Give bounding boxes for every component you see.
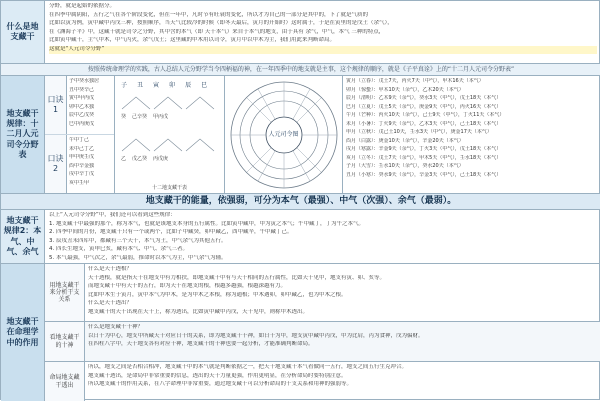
branch-header: 辰 [185, 82, 192, 89]
month-item: 子月（大雪）：壬水10天（余气），癸水20天（本气） [346, 163, 464, 169]
month-list [343, 76, 600, 193]
kou-label: 口诀2 [45, 135, 67, 193]
kou-line: 卯中乙木独 [69, 103, 95, 110]
kou-label: 口诀1 [45, 76, 67, 134]
text-line: 在《渊海子平》中，这藏干就是司令之分野，其中含的本气（即 天干本气）来自于本气的地支，由于具有 余气，中气，本气 三种的特点， [49, 28, 385, 35]
branch-value: 丙戊庚 [153, 156, 169, 162]
text-line: 什么是天干透根？ [88, 266, 133, 272]
text-line: 3. 辰戌丑未四库中，都藏有三个天干，本气为土，中气余气为其他五行。 [49, 237, 227, 244]
branch-value: 戊乙癸 [132, 156, 148, 162]
branch-header: 丑 [137, 82, 144, 89]
sub-label: 看地支藏干的十神 [45, 322, 85, 361]
section-qi-levels [1, 209, 600, 263]
section-content [45, 210, 600, 263]
kou-line: 未中己丁乙 [69, 145, 95, 152]
text-line: 所以地支藏干的作用关系，在八字命理中非常重要，通过地支藏干可以分析命局的干支关系和用神的强弱等。 [88, 381, 353, 387]
kou-line: 午中丁己 [69, 137, 90, 143]
branch-header: 子 [121, 82, 128, 89]
kou-line: 丑中癸辛己 [69, 86, 95, 93]
section-label: 地支藏干规律：十二月人元司令分野表 [1, 76, 45, 193]
section-content [45, 1, 600, 63]
text-line: 所以，地支之间是否相合相冲，地支藏干中的本气就是判断依据之一，把天干地支藏干本气看做同一五行，地支之间五行生克冲合。 [88, 364, 408, 370]
month-item: 未月（小暑）：丁火9天（余气），乙木3天（中气），己土18天（本气） [346, 120, 502, 127]
kou-line: 寅中甲丙戊 [69, 95, 95, 101]
sub-block [45, 264, 600, 322]
section-label: 地支藏干在命理学中的作用 [1, 264, 45, 401]
section-what-is [1, 1, 600, 63]
section-distribution [1, 75, 600, 193]
text-line: 以上“人元司令分野”中，我们还可以看到这些规律： [49, 212, 176, 218]
text-line: 以日干为中心，地支中所藏天干对应日干的关系，即为地支藏干十神，如日干为甲，地支寅中藏甲丙戊，甲为比肩，丙为食神，戊为偏财。 [88, 332, 424, 339]
kou-line: 辰中乙戊癸 [69, 112, 95, 118]
strength-banner: 地支藏干的能量，依强弱，可分为本气（最强）、中气（次强）、余气（最弱）。 [1, 193, 600, 209]
text-line: 比如甲木生于寅月，寅中本气为甲木，是为甲木之本根，称为通根；甲木遇卯，卯中藏乙，也为甲木之根。 [88, 291, 347, 298]
month-item: 丑月（小寒）：癸水9天（余气），辛金3天（中气），己土18天（本气） [346, 171, 502, 178]
text-line: 在四季中属阴阳，五行之气在各个阶段变化，但在一年中，凡时节有旺衰的变化，所以才为自己的一部分是其中的，下了就是气质的 [49, 11, 369, 18]
month-item: 巳月（立夏）：戊土5天（余气），庚金9天（中气），丙火16天（本气） [346, 103, 502, 110]
intro-banner: 按照传统命理学的实践，古人总结人元分野学当令四柄福的神，在一年四季中的地支就是主事，这个规律的顺序，就是《子平真诠》上的“十二月人元司令分野表” [1, 63, 600, 75]
text-line: 地支藏干的天干出现在天干上，称为透出，比如寅中藏甲丙戊，天干见甲，则称甲木透出。 [88, 308, 309, 315]
kou-line: 酉中辛金独 [69, 162, 95, 169]
sub-block [45, 362, 600, 401]
branch-header: 巳 [201, 82, 208, 89]
text-line: 比如寅中藏干，主气甲木，中气丙火，余气戊土；这里藏的甲木用以司令，寅月中以甲木为主，我们用此来判断命局。 [49, 37, 336, 43]
month-item: 亥月（立冬）：戊土7天（余气），甲木5天（中气），壬水18天（本气） [346, 154, 502, 161]
month-item: 寅月（立春）：戊土7天，丙火7天（中气），甲木16天（本气） [346, 78, 484, 84]
text-line: 分野，就是起始的依据分。 [49, 3, 116, 9]
footer-line: 这就是“人元司令分野” [49, 46, 597, 55]
wheel-diagram [225, 76, 343, 193]
month-item: 申月（立秋）：戊己土10天，壬水3天（中气），庚金17天（本气） [346, 129, 492, 135]
text-line: 2. 四季中间的月份，地支藏干只有一个或两个，比如子中藏癸，卯中藏乙，酉中藏辛，午中藏丁己。 [49, 229, 293, 235]
branch-header: 寅 [153, 82, 160, 89]
wheel-center-label: 人元司令图 [268, 130, 299, 138]
branch-value: 乙 [121, 156, 127, 162]
text-line: 在四柱八字中，天干地支各有对应十神，地支藏干的十神也要一起分析，才能准确判断命局。 [88, 341, 314, 347]
text-line: 4. 四长生地支，寅申巳亥，藏有本气、中气、余气三者。 [49, 246, 188, 252]
sub-block [45, 322, 600, 362]
table-caption: 十二地支藏干表 [151, 184, 187, 191]
text-line: 而地支藏干中有天干的五行，即为天干在地支的根，根越多越强，根越深越有力。 [88, 283, 287, 289]
branch-diagram [118, 79, 222, 179]
text-line: 1. 地支藏干中最强的那个，称为本气，也就是该地支本身的五行属性。比如寅中藏甲，甲为寅之本气；午中藏丁，丁为午之本气。 [49, 220, 365, 227]
kou-line: 申中庚壬戊 [69, 154, 95, 160]
text-line: 天干透根，就是指天干在地支中有力相扶，即地支藏干中有与天干相同的五行属性，比如天干见甲，地支有寅、卯、亥等。 [88, 274, 386, 281]
text-line: 什么是地支藏干十神？ [88, 324, 144, 330]
month-item: 辰月（清明）：乙木9天（余气），癸水3天（中气），戊土18天（本气） [346, 95, 502, 101]
kou-line: 巳中丙庚戊 [69, 120, 95, 127]
text-line: 地支藏干透出，是命局中非常重要的信息，透出的天干力量更强，作用更明显，在分析命局时要特别注意。 [88, 372, 347, 379]
kou-column [45, 76, 115, 193]
month-item: 戌月（寒露）：辛金9天（余气），丁火3天（中气），戊土18天（本气） [346, 146, 502, 152]
month-item: 午月（芒种）：丙火10天（余气），己土9天（中气），丁火11天（本气） [346, 112, 505, 118]
section-application [1, 263, 600, 401]
text-line: 什么是天干透出？ [88, 300, 133, 306]
section-label: 地支藏干规律2：本气、中气、余气 [1, 210, 45, 263]
branch-header: 卯 [169, 82, 176, 89]
branch-value: 甲丙戊 [153, 114, 169, 120]
text-line: 比如以寅为例，寅中藏甲丙戊三种，按照顺序，当天气比较冷的时候（即冬天最后，寅月的开始时）这时属于，于是在寅里的是戊土（余气）， [49, 20, 393, 26]
month-item: 卯月（惊蛰）：甲木10天（余气），乙木20天（本气） [346, 86, 464, 93]
sub-label: 用地支藏干来分析干支关系 [45, 264, 85, 321]
month-item: 酉月（白露）：庚金10天（余气），辛金20天（本气） [346, 137, 464, 144]
section-label: 什么是地支藏干 [1, 1, 45, 63]
text-line: 5. 本气最强，中气次之，余气最弱，推命时以本气为主，中气余气为辅。 [49, 254, 227, 261]
branch-value: 癸 [121, 114, 127, 120]
branch-table [115, 76, 225, 193]
sub-label: 命局地支藏干透出 [45, 362, 85, 401]
branch-value: 己辛癸 [132, 114, 148, 120]
kou-line: 子中癸水独居 [69, 78, 100, 84]
kou-line: 戌中辛丁戊 [69, 171, 95, 177]
kou-line: 亥中壬甲 [69, 179, 90, 186]
